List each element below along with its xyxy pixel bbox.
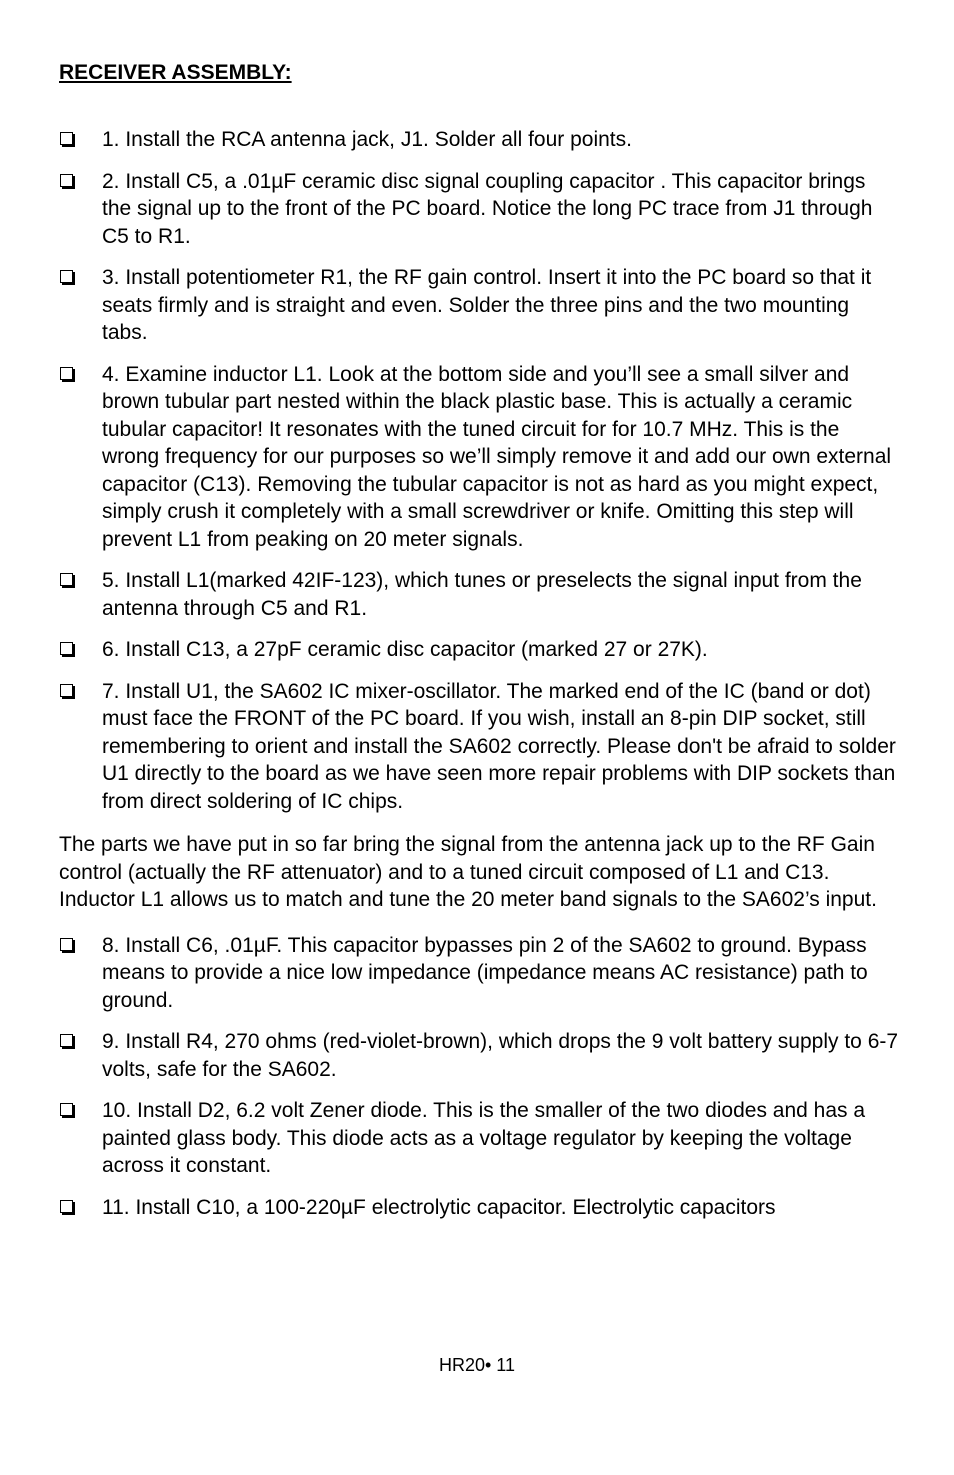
step-text: 5. Install L1(marked 42IF-123), which tunes or preselects the signal input from the antenna through C5 and R1.: [102, 569, 862, 620]
step-text: 1. Install the RCA antenna jack, J1. Solder all four points.: [102, 128, 632, 151]
step-text: 10. Install D2, 6.2 volt Zener diode. This is the smaller of the two diodes and has a painted glass body. This diode acts as a voltage regulator by keeping the voltage across it constant.: [102, 1099, 866, 1177]
step-text: 7. Install U1, the SA602 IC mixer-oscillator. The marked end of the IC (band or dot) must face the FRONT of the PC board. If you wish, install an 8-pin DIP socket, still remembering to orient and install the SA602 correctly. Please don't be afraid to solder U1 directly to the board as we have seen more repair problems with DIP sockets than from direct soldering of IC chips.: [102, 679, 896, 813]
step-text: 3. Install potentiometer R1, the RF gain control. Insert it into the PC board so that it seats firmly and is straight and even. Solder the three pins and the two mounting tabs.: [102, 266, 872, 344]
step-text: 11. Install C10, a 100-220µF electrolytic capacitor. Electrolytic capacitors: [102, 1195, 776, 1219]
step-text: 6. Install C13, a 27pF ceramic disc capacitor (marked 27 or 27K).: [102, 638, 708, 661]
step-item: [59, 1028, 899, 1083]
checkbox-icon[interactable]: [60, 1200, 73, 1213]
body-paragraph: The parts we have put in so far bring the signal from the antenna jack up to the RF Gain control (actually the RF attenuator) and to a tuned circuit composed of L1 and C13. Inductor L1 allows us to match and tune the 20 meter band signals to the SA602’s input.: [59, 833, 877, 911]
step-item: [59, 1194, 899, 1222]
checkbox-icon[interactable]: [60, 1103, 73, 1116]
checkbox-icon[interactable]: [60, 270, 73, 283]
checkbox-icon[interactable]: [60, 132, 73, 145]
manual-page: [59, 58, 899, 1235]
steps-list-b: [59, 932, 899, 1222]
steps-list-a: [59, 126, 899, 815]
step-item: [59, 361, 899, 554]
step-text: 9. Install R4, 270 ohms (red-violet-brown), which drops the 9 volt battery supply to 6-7 volts, safe for the SA602.: [102, 1030, 899, 1081]
step-text: 4. Examine inductor L1. Look at the bottom side and you’ll see a small silver and brown tubular part nested within the black plastic base. This is actually a ceramic tubular capacitor! It resonates with the tuned circuit for for 10.7 MHz. This is the wrong frequency for our purposes so we’ll simply remove it and add our own external capacitor (C13). Removing the tubular capacitor is not as hard as you might expect, simply crush it completely with a small screwdriver or knife. Omitting this step will prevent L1 from peaking on 20 meter signals.: [102, 362, 892, 551]
step-item: [59, 126, 899, 154]
step-item: [59, 678, 899, 816]
step-text: 2. Install C5, a .01µF ceramic disc signal coupling capacitor . This capacitor brings the signal up to the front of the PC board. Notice the long PC trace from J1 through C5 to R1.: [102, 169, 873, 248]
checkbox-icon[interactable]: [60, 642, 73, 655]
checkbox-icon[interactable]: [60, 174, 73, 187]
checkbox-icon[interactable]: [60, 367, 73, 380]
checkbox-icon[interactable]: [60, 938, 73, 951]
section-heading: RECEIVER ASSEMBLY:: [59, 61, 292, 84]
step-text: 8. Install C6, .01µF. This capacitor bypasses pin 2 of the SA602 to ground. Bypass means to provide a nice low impedance (impedance means AC resistance) path to ground.: [102, 933, 868, 1012]
checkbox-icon[interactable]: [60, 684, 73, 697]
step-item: [59, 932, 899, 1015]
step-item: [59, 168, 899, 251]
step-item: [59, 264, 899, 347]
page-footer: HR20• 11: [438, 1355, 515, 1375]
checkbox-icon[interactable]: [60, 573, 73, 586]
step-item: [59, 567, 899, 622]
step-item: [59, 636, 899, 664]
checkbox-icon[interactable]: [60, 1034, 73, 1047]
step-item: [59, 1097, 899, 1180]
